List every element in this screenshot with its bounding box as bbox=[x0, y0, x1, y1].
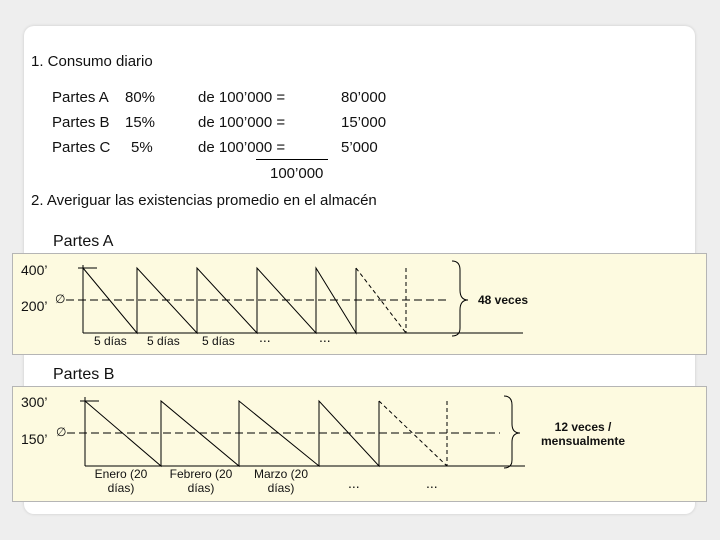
row-b-base: de 100’000 = bbox=[198, 114, 286, 131]
b-dashed-cycle bbox=[379, 401, 447, 466]
heading-existencias-promedio: 2. Averiguar las existencias promedio en el almacén bbox=[31, 192, 377, 209]
row-a-result: 80’000 bbox=[341, 89, 387, 106]
row-c-base: de 100’000 = bbox=[198, 139, 286, 156]
total-value: 100’000 bbox=[270, 165, 324, 182]
b-max-label: 300’ bbox=[21, 394, 48, 410]
b-ellipsis-2: ... bbox=[426, 475, 438, 491]
row-a-pct: 80% bbox=[125, 89, 156, 106]
row-c-name: Partes C bbox=[52, 139, 111, 156]
a-sawtooth bbox=[83, 268, 356, 333]
partes-a-title: Partes A bbox=[53, 233, 114, 250]
row-a-base: de 100’000 = bbox=[198, 89, 286, 106]
b-period-3: Marzo (20 días) bbox=[253, 467, 309, 495]
b-average-symbol: ∅ bbox=[56, 425, 67, 439]
row-b-result: 15’000 bbox=[341, 114, 387, 131]
partes-b-title: Partes B bbox=[53, 366, 115, 383]
heading-consumo-diario: 1. Consumo diario bbox=[31, 53, 153, 70]
row-a-name: Partes A bbox=[52, 89, 109, 106]
a-max-label: 400’ bbox=[21, 262, 48, 278]
a-ellipsis-2: ... bbox=[319, 329, 331, 345]
a-average-symbol: ∅ bbox=[55, 292, 66, 306]
b-brace-note: 12 veces / mensualmente bbox=[540, 420, 626, 448]
b-ellipsis-1: ... bbox=[348, 475, 360, 491]
b-brace bbox=[504, 396, 520, 468]
a-brace bbox=[452, 261, 468, 336]
row-b-name: Partes B bbox=[52, 114, 110, 131]
a-ellipsis-1: ... bbox=[259, 329, 271, 345]
b-period-1: Enero (20 días) bbox=[94, 467, 148, 495]
a-period-1: 5 días bbox=[94, 334, 127, 348]
a-period-3: 5 días bbox=[202, 334, 235, 348]
row-c-result: 5’000 bbox=[341, 139, 378, 156]
row-b-pct: 15% bbox=[125, 114, 156, 131]
b-period-2: Febrero (20 días) bbox=[169, 467, 233, 495]
a-avg-label: 200’ bbox=[21, 298, 48, 314]
b-avg-label: 150’ bbox=[21, 431, 48, 447]
row-c-pct: 5% bbox=[131, 139, 153, 156]
a-period-2: 5 días bbox=[147, 334, 180, 348]
a-brace-note: 48 veces bbox=[478, 293, 529, 307]
